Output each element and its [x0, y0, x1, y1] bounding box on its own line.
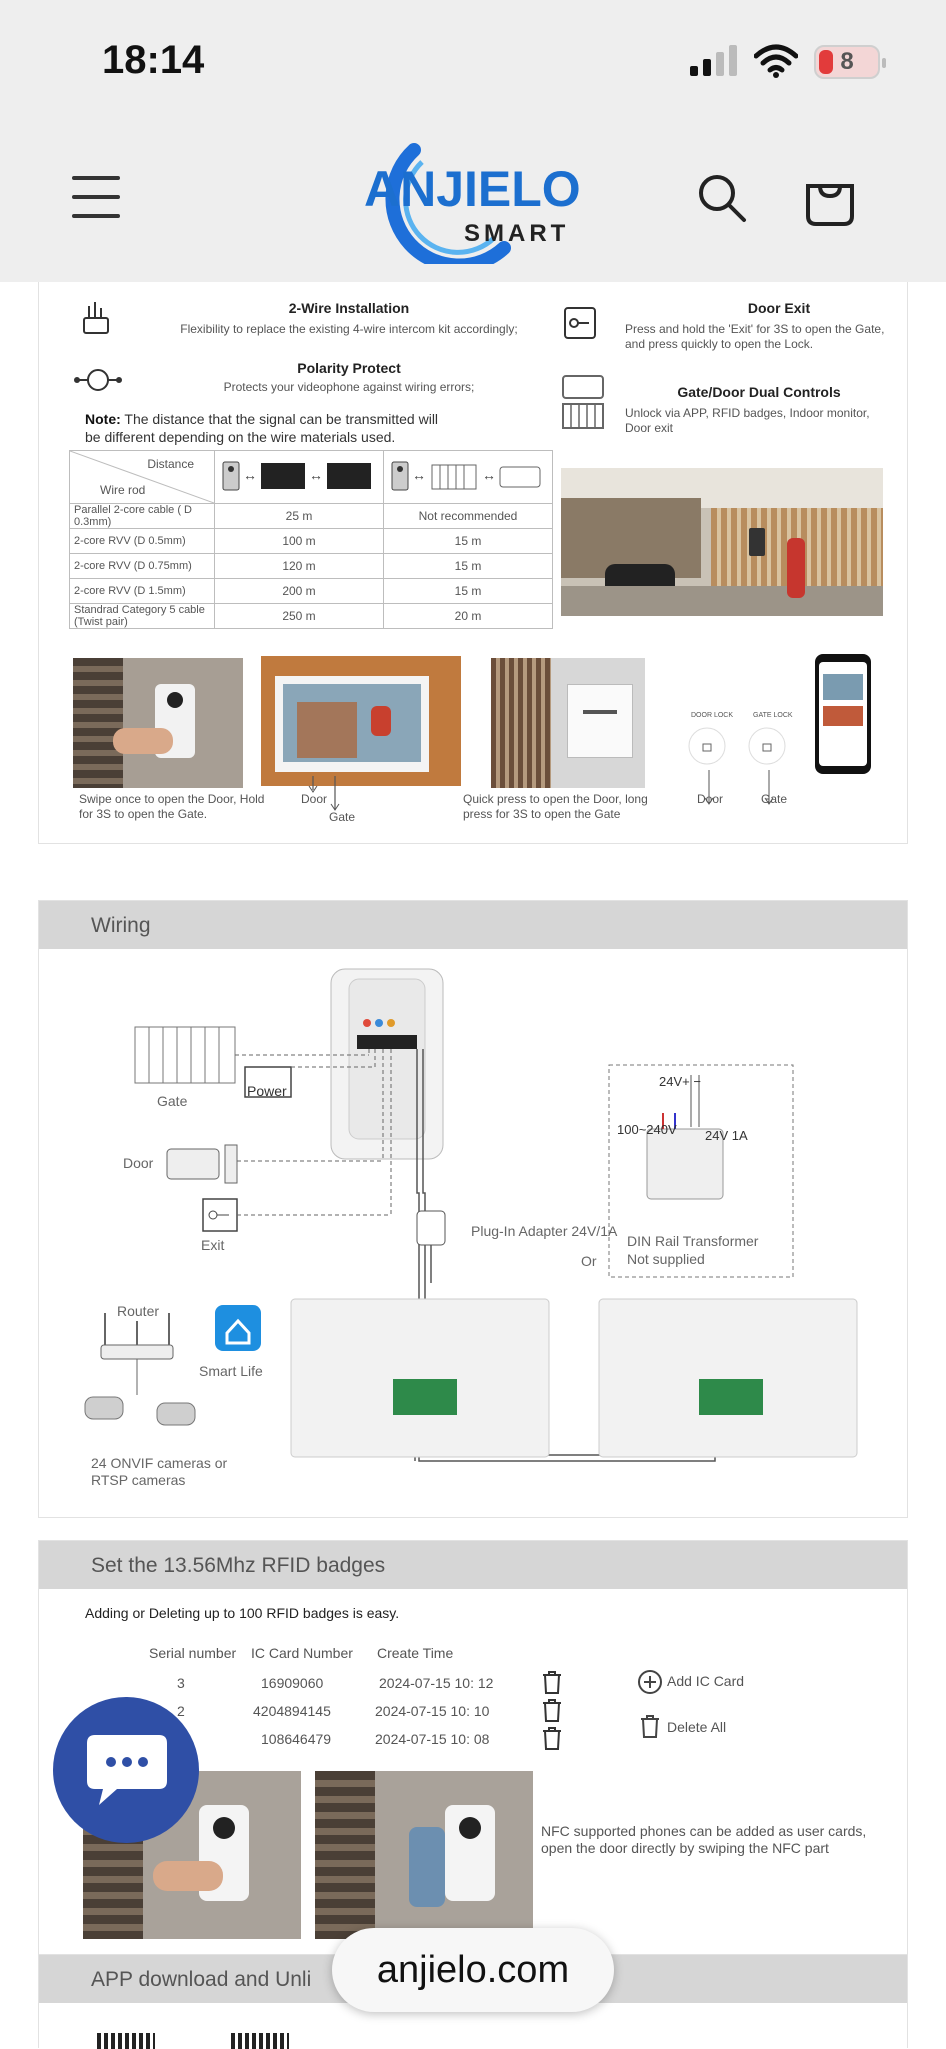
input-voltage-label: 100~240V	[617, 1122, 677, 1137]
nfc-caption: NFC supported phones can be added as user cards, open the door directly by swiping the NFC part	[541, 1823, 867, 1856]
monitor-to-monitor-icon	[215, 451, 384, 504]
exit-button-photo	[491, 658, 645, 788]
phone-app-illustration	[815, 654, 871, 774]
exit-label: Exit	[201, 1237, 225, 1253]
features-panel	[38, 282, 908, 844]
output-voltage-label: 24V 1A	[705, 1128, 748, 1143]
rfid-swipe-photo	[73, 658, 243, 788]
two-wire-title: 2-Wire Installation	[288, 300, 410, 316]
din-terminal-label: 24V+ −	[659, 1074, 701, 1089]
rfid-title: Set the 13.56Mhz RFID badges	[91, 1554, 386, 1577]
gate-label: Gate	[157, 1093, 188, 1109]
rfid-serial-1: 3	[177, 1675, 185, 1691]
polarity-title: Polarity Protect	[297, 360, 401, 376]
door-lock-caption: Door	[697, 792, 724, 806]
door-caption: Door	[301, 792, 328, 806]
battery-icon	[814, 45, 880, 79]
col-ic: IC Card Number	[251, 1645, 353, 1661]
or-label: Or	[581, 1253, 597, 1269]
table-row: Parallel 2-core cable ( D 0.3mm) 25 m Not recommended	[70, 504, 553, 529]
door-label: Door	[123, 1155, 154, 1171]
battery-level: 8	[840, 48, 854, 75]
gate-lock-label: GATE LOCK	[753, 712, 793, 719]
nfc-phone-photo	[315, 1771, 533, 1939]
anjielo-logo[interactable]	[344, 130, 606, 264]
monitor-photo	[261, 656, 461, 786]
rfid-serial-2: 2	[177, 1703, 185, 1719]
svg-text:↔: ↔	[309, 466, 323, 483]
door-to-gate-icon	[384, 451, 553, 504]
svg-text:↔: ↔	[482, 466, 496, 483]
wiring-header	[39, 901, 907, 949]
table-row: 2-core RVV (D 0.75mm) 120 m 15 m	[70, 554, 553, 579]
svg-text:↔: ↔	[412, 466, 426, 483]
wifi-icon	[754, 44, 798, 78]
delete-all: Delete All	[667, 1719, 727, 1735]
gate-door-icon	[561, 374, 605, 430]
col-time: Create Time	[377, 1645, 454, 1661]
menu-icon[interactable]	[72, 176, 120, 218]
rfid-ic-1: 16909060	[261, 1675, 324, 1691]
search-icon[interactable]	[696, 172, 748, 224]
caption-arrows	[301, 776, 361, 812]
svg-text:ANJIELO: ANJIELO	[364, 161, 581, 217]
unlock-buttons	[685, 722, 805, 774]
rfid-subtitle: Adding or Deleting up to 100 RFID badges is easy.	[85, 1605, 400, 1621]
dual-controls-title: Gate/Door Dual Controls	[677, 384, 841, 400]
swipe-caption: Swipe once to open the Door, Hold for 3S to open the Gate.	[79, 792, 265, 821]
wiring-title: Wiring	[91, 914, 151, 937]
app-download-title: APP download and Unli	[91, 1968, 312, 1991]
router-label: Router	[117, 1303, 160, 1319]
rfid-time-1: 2024-07-15 10: 12	[379, 1675, 494, 1691]
cameras-label: 24 ONVIF cameras or RTSP cameras	[91, 1455, 228, 1488]
gate-caption: Gate	[329, 810, 356, 824]
distance-table	[69, 450, 553, 629]
table-row: 2-core RVV (D 0.5mm) 100 m 15 m	[70, 529, 553, 554]
dual-controls-desc: Unlock via APP, RFID badges, Indoor monitor, Door exit	[625, 406, 870, 435]
rfid-time-2: 2024-07-15 10: 10	[375, 1703, 490, 1719]
wiring-panel	[38, 900, 908, 1518]
door-exit-desc: Press and hold the 'Exit' for 3S to open the Gate, and press quickly to open the Lock.	[625, 322, 885, 351]
chat-bubble-icon	[83, 1731, 171, 1809]
add-ic-card: Add IC Card	[667, 1673, 745, 1689]
status-time: 18:14	[102, 38, 205, 82]
gate-lock-caption: Gate	[761, 792, 788, 806]
exit-button-icon	[563, 306, 597, 340]
col-serial: Serial number	[149, 1645, 237, 1661]
status-bar	[0, 0, 946, 120]
table-corner-cell: Distance Wire rod	[70, 451, 215, 504]
din-label: DIN Rail Transformer	[627, 1233, 759, 1249]
table-row: 2-core RVV (D 1.5mm) 200 m 15 m	[70, 579, 553, 604]
rfid-ic-3: 108646479	[261, 1731, 332, 1747]
distance-note: Note: The distance that the signal can be transmitted will be different depending on the wire materials used.	[85, 411, 439, 445]
house-photo	[561, 468, 883, 616]
two-wire-desc: Flexibility to replace the existing 4-wire intercom kit accordingly;	[180, 322, 518, 336]
adapter-label: Plug-In Adapter 24V/1A	[471, 1223, 618, 1239]
trash-icon	[639, 1715, 661, 1739]
chat-button[interactable]	[53, 1697, 199, 1843]
quick-press-caption: Quick press to open the Door, long press for 3S to open the Gate	[463, 792, 648, 821]
svg-text:↔: ↔	[243, 466, 257, 483]
rfid-header	[39, 1541, 907, 1589]
add-circle-icon	[637, 1669, 663, 1695]
polarity-icon	[73, 366, 123, 394]
rfid-time-3: 2024-07-15 10: 08	[375, 1731, 490, 1747]
smart-life-label: Smart Life	[199, 1363, 263, 1379]
two-wire-icon	[81, 300, 111, 336]
svg-text:SMART: SMART	[464, 220, 570, 247]
trash-icon	[541, 1671, 563, 1755]
cart-icon[interactable]	[802, 170, 858, 228]
table-row: Standrad Category 5 cable (Twist pair) 250 m 20 m	[70, 604, 553, 629]
qr-code	[97, 2033, 155, 2049]
door-exit-title: Door Exit	[747, 300, 811, 316]
not-supplied-label: Not supplied	[627, 1251, 705, 1267]
url-pill[interactable]: anjielo.com	[332, 1928, 614, 2012]
qr-code	[231, 2033, 289, 2049]
power-label: Power	[247, 1083, 287, 1099]
door-lock-label: DOOR LOCK	[691, 712, 734, 719]
polarity-desc: Protects your videophone against wiring errors;	[223, 380, 475, 394]
rfid-ic-2: 4204894145	[253, 1703, 331, 1719]
cellular-signal-icon	[690, 44, 740, 78]
